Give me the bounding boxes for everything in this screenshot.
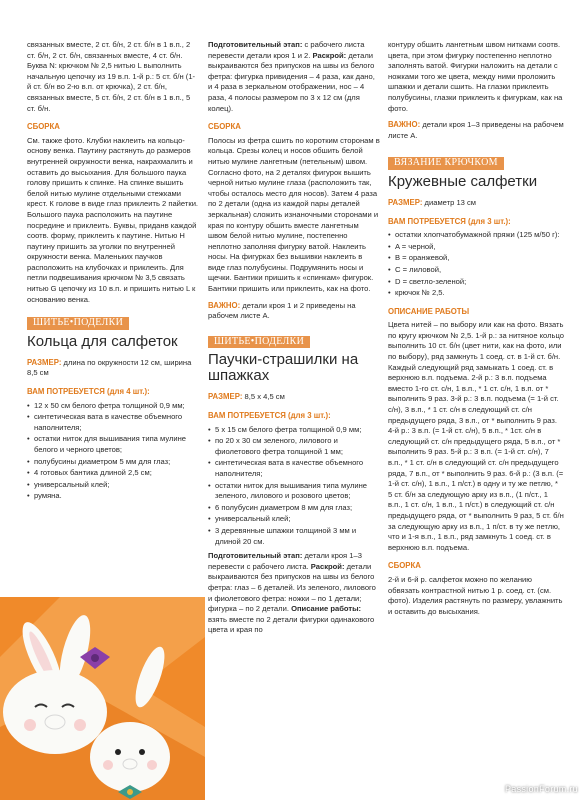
cut-text: детали выкраиваются без припусков на швы из белого фетра: фигурка привидения – 4 раза, как дано, и 4 раза в зеркальном отображении, нос – 4 раза, 4 полосы размером по 3 x 12 см (для колец).: [208, 50, 375, 113]
cut-text: детали выкраиваются без припусков на швы из белого фетра: глаз – 6 деталей. Из зеленого, лилового и фиолетового фетра: ножки – по 1 детали; фигурка – по 2 детали.: [208, 561, 376, 614]
cut-label: Раскрой:: [310, 561, 345, 571]
prep-label: Подготовительный этап:: [208, 551, 303, 561]
list-item: • синтетическая вата в качестве объемного наполнителя;: [27, 412, 199, 433]
photo-illustration: [0, 597, 205, 800]
important-label: ВАЖНО:: [388, 120, 421, 130]
materials-list: [388, 230, 564, 299]
assembly-text: 2-й и 6-й р. салфеток можно по желанию обвязать контрастной нитью 1 р. соед. ст. (см. фото). Изделия растянуть по размеру, увлажнить и оставить до высыхания.: [388, 574, 563, 616]
materials-heading: ВАМ ПОТРЕБУЕТСЯ (для 3 шт.):: [208, 411, 331, 421]
assembly-continuation: контуру обшить лангетным швом нитками соотв. цвета, при этом фигурку постепенно неплотно заполнять ватой. Фигурки наложить на детали с ножками того же цвета, между ними проложить шпажки и детали сшить. На глазки приклеить полубусины, глазки приклеить к фигуркам, как на фото.: [388, 40, 563, 113]
size-text: длина по окружности 12 см, ширина 8,5 см: [27, 357, 192, 378]
cut-label: Раскрой:: [312, 50, 347, 60]
bunny-napkin-rings-photo: [0, 597, 205, 800]
article-title: Кружевные салфетки: [388, 172, 538, 190]
list-item: • 4 готовых бантика длиной 2,5 см;: [27, 468, 199, 479]
list-item: • крючок № 2,5.: [388, 288, 564, 299]
work-text: взять вместе по 2 детали фигурки одинакового цвета и края по: [208, 614, 375, 635]
list-item: • полубусины диаметром 5 мм для глаз;: [27, 457, 199, 468]
assembly-heading: СБОРКА: [27, 122, 60, 132]
materials-list: [208, 425, 380, 548]
watermark: PassionForum.ru: [504, 784, 578, 794]
assembly-heading: СБОРКА: [208, 122, 241, 132]
materials-list: [27, 401, 199, 502]
important-label: ВАЖНО:: [208, 300, 241, 310]
prep-label: Подготовительный этап:: [208, 40, 303, 49]
assembly-text: См. также фото. Клубки наклеить на кольцо-основу венка. Паутину растянуть до размеров внутренней окружности венка, накрахмалить и оставить до высыхания. Для большого паука голову пришить к спинке. На спинке вышить белой нитью мулине отдельными стежками крест. К голове в виде глаз приклеить 2 пайетки. Большого паука расположить на паутине посредине и приклеить. Буквы, приданв каждой соотв. форму, приклеить к паутине. Нитью H паутину пришить за уголки по внутренней окружности венка. Маленьких паучков расположить на клубочках и приклеить. Для петли подвешивания крючком № 3,5 связать нитью G цепочку из 10 в.п. и пришить нитью L к основанию венка.: [27, 135, 199, 304]
materials-heading: ВАМ ПОТРЕБУЕТСЯ (для 4 шт.):: [27, 387, 150, 397]
list-item: • синтетическая вата в качестве объемного наполнителя;: [208, 458, 380, 479]
list-item: • 6 полубусин диаметром 8 мм для глаз;: [208, 503, 380, 514]
list-item: • остатки ниток для вышивания типа мулине зеленого, лилового и розового цветов;: [208, 481, 380, 502]
list-item: • по 20 x 30 см зеленого, лилового и фиолетового фетра толщиной 1 мм;: [208, 436, 380, 457]
pattern-continuation: связанных вместе, 2 ст. б/н, 2 ст. б/н в 1 в.п., 2 ст. б/н, 2 ст. б/н, связанных вместе, 4 ст. б/н. Буква N: крючком № 2,5 нитью L выполнить начальную цепочку из 19 в.п. 1-й р.: 5 ст. б/н (1-й ст. б/н во 2-ю в.п. от крючка), 2 ст. б/н, связанных вместе, 5 ст. б/н, 2 ст. б/н в 1 в.п., 5 ст. б/н.: [27, 40, 196, 113]
list-item: • остатки ниток для вышивания типа мулине белого и черного цветов;: [27, 434, 199, 455]
column-left: [27, 40, 199, 506]
prep-text: детали кроя 1–3 перевести с рабочего листа.: [208, 551, 362, 571]
prep-text: с рабочего листа перевести детали кроя 1 и 2.: [208, 40, 365, 60]
size-label: РАЗМЕР:: [388, 197, 423, 207]
list-item: • D = светло-зеленой;: [388, 277, 564, 288]
list-item: • C = лиловой,: [388, 265, 564, 276]
category-banner: ШИТЬЕ•ПОДЕЛКИ: [27, 317, 129, 330]
list-item: • 5 x 15 см белого фетра толщиной 0,9 мм;: [208, 425, 380, 436]
list-item: • 12 x 50 см белого фетра толщиной 0,9 мм;: [27, 401, 199, 412]
work-heading: ОПИСАНИЕ РАБОТЫ: [388, 306, 470, 316]
category-banner: ВЯЗАНИЕ КРЮЧКОМ: [388, 157, 504, 170]
materials-heading: ВАМ ПОТРЕБУЕТСЯ (для 3 шт.):: [388, 216, 511, 226]
list-item: • остатки хлопчатобумажной пряжи (125 м/50 г):: [388, 230, 564, 241]
list-item: • A = черной,: [388, 242, 564, 253]
important-text: детали кроя 1 и 2 приведены на рабочем листе А.: [208, 300, 356, 321]
assembly-text: Полосы из фетра сшить по коротким сторонам в кольца. Срезы колец и носов обшить белой нитью мулине лангетным (петельным) швом. Согласно фото, на 2 деталях фигурок вышить черной нитью мулине глаза (расположить так, чтобы осталось место для носов). Затем 4 раза по 2 детали (одна из каждой пары деталей зеркальная) сложить изнаночными сторонами и края по контуру обшить вместе лангетным швом белой нитью мулине, постепенно неплотно заполняя фигурку ватой. Наклеить носы. На фигурках без вышивки наклеить в виде глаз полубусины. Подрумянить носы и щечки. Бантики пришить к «спинкам» фигурок. Бантики пришить или приклеить, как на фото.: [208, 135, 380, 294]
list-item: • B = оранжевой,: [388, 253, 564, 264]
size-label: РАЗМЕР:: [208, 392, 243, 402]
list-item: • румяна.: [27, 491, 199, 502]
size-text: 8,5 x 4,5 см: [244, 392, 285, 402]
list-item: • универсальный клей;: [208, 514, 380, 525]
work-text: Цвета нитей – по выбору или как на фото. Вязать по кругу крючком № 2,5. 1-й р.: за нитяное кольцо выполнить 10 ст. б/н (цвет нити, как на фото, или по выбору), ряд замкнуть 1 соед. ст. в 1-й ст. б/н. Каждый следующий ряд замыкать 1 соед. ст. в верхнюю в.п. подъема. 2-й р.: 3 в.п. подъема вместо 1-го ст. с/н, 1 в.п., * 1 ст. с/н, 1 в.п. от * выполнить 9 раз. 3-й р.: 3 в.п. подъема (= 1-й ст. с/н), 3 в.п., * 1 ст. с/н в следующий ст. с/н предыдущего ряда, 3 в.п., от * выполнить 9 раз. 4-й р.: 3 в.п. (= 1-й ст. с/н), 5 в.п., * 1ст. с/н в следующий ст. с/н предыдущего ряда, 5 в.п., от * выполнить 9 раз. 5-й р.: 3 в.п. (= 1-й ст. с/н), 7 в.п., * 1 ст. с/н в следующий ст. с/н предыдущего ряда, 7 в.п., от * выполнить 9 раз. 6-й р.: (3 в.п. (= 1-й ст. с/н), 1 в.п., 1 п/ст.) в одну и ту же петлю, * 5 ст. б/н за следующую арку из в.п., (1 п/ст., 1 в.п., 1 ст. с/н, 1 в.п., 1 п/ст.) в следующий ст. с/н предыдущего ряда, от * выполнить 9 раз, 5 ст. б/н за следующую арку из в.п., 1 п/ст. в ту же петлю, что и 1-я в.п., 1 в.п., ряд замкнуть 1 соед. ст. в верхнюю в.п. подъема.: [388, 320, 564, 552]
size-text: диаметр 13 см: [424, 197, 477, 207]
assembly-heading: СБОРКА: [388, 561, 421, 571]
important-text: детали кроя 1–3 приведены на рабочем листе А.: [388, 120, 564, 140]
list-item: • универсальный клей;: [27, 480, 199, 491]
article-title: Паучки-страшилки на шпажках: [208, 351, 359, 385]
category-banner: ШИТЬЕ•ПОДЕЛКИ: [208, 336, 310, 349]
column-right: [388, 40, 564, 623]
list-item: • 3 деревянные шпажки толщиной 3 мм и длиной 20 см.: [208, 526, 380, 547]
article-title: Кольца для салфеток: [27, 332, 178, 350]
column-middle: [208, 40, 380, 642]
work-label: Описание работы:: [291, 604, 362, 614]
size-label: РАЗМЕР:: [27, 357, 62, 367]
